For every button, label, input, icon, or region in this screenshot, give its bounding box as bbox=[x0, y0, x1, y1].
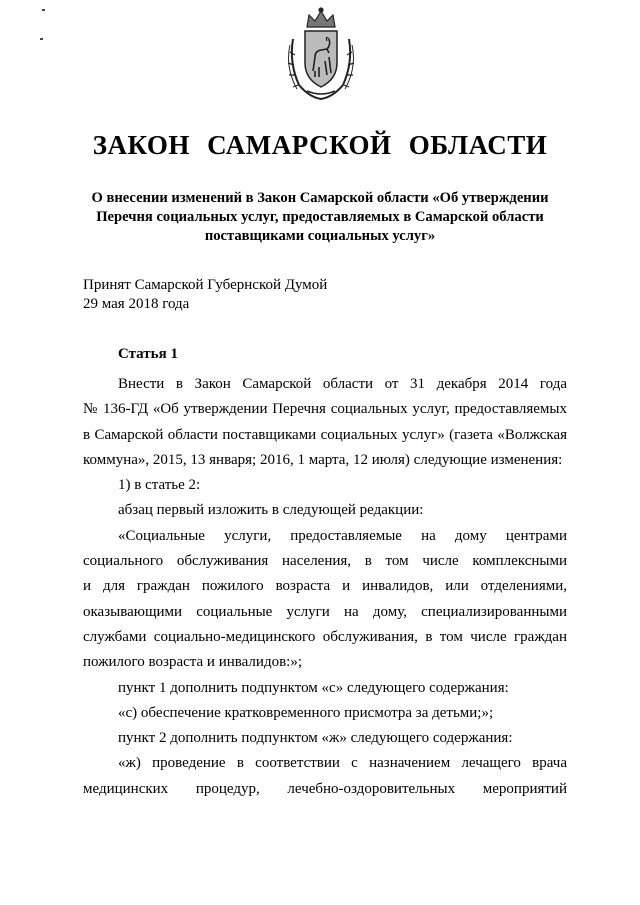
scan-artifact bbox=[40, 38, 43, 40]
text-line: в Самарской области поставщиками социальных услуг» (газета «Волжская bbox=[83, 426, 567, 443]
article-body bbox=[83, 372, 567, 802]
text-line: оказывающими социальные услуги на дому, специализированными bbox=[83, 603, 567, 620]
paragraph: пункт 2 дополнить подпунктом «ж» следующего содержания: bbox=[118, 730, 513, 747]
subtitle-line: поставщиками социальных услуг» bbox=[204, 228, 436, 244]
text-line: службами социально-медицинского обслуживания, в том числе граждан bbox=[83, 628, 567, 645]
text-line: Внести в Закон Самарской области от 31 декабря 2014 года bbox=[118, 376, 567, 392]
paragraph: пункт 1 дополнить подпунктом «с» следующего содержания: bbox=[118, 679, 509, 696]
paragraph bbox=[83, 751, 567, 802]
subtitle-line: О внесении изменений в Закон Самарской области «Об утверждении bbox=[91, 190, 549, 206]
text-line: медицинских процедур, лечебно-оздоровительных мероприятий bbox=[83, 780, 567, 797]
paragraph: абзац первый изложить в следующей редакции: bbox=[118, 502, 424, 519]
text-line: «Социальные услуги, предоставляемые на дому центрами bbox=[118, 527, 567, 544]
paragraph bbox=[83, 524, 567, 676]
paragraph: 1) в статье 2: bbox=[118, 477, 201, 494]
adopted-date: 29 мая 2018 года bbox=[83, 296, 190, 312]
adoption-info bbox=[83, 276, 327, 314]
text-line: социального обслуживания населения, в том числе комплексными bbox=[83, 553, 567, 570]
document-title: ЗАКОН САМАРСКОЙ ОБЛАСТИ bbox=[92, 130, 548, 160]
article-heading: Статья 1 bbox=[118, 346, 178, 362]
text-line: № 136-ГД «Об утверждении Перечня социальных услуг, предоставляемых bbox=[83, 401, 567, 418]
subtitle-line: Перечня социальных услуг, предоставляемых в Самарской области bbox=[96, 209, 544, 225]
paragraph: «с) обеспечение кратковременного присмотра за детьми;»; bbox=[118, 704, 494, 721]
adopted-by: Принят Самарской Губернской Думой bbox=[83, 277, 328, 293]
law-subtitle bbox=[60, 189, 580, 246]
samara-coat-of-arms-icon bbox=[285, 5, 357, 103]
text-line: «ж) проведение в соответствии с назначением лечащего врача bbox=[118, 755, 567, 772]
paragraph bbox=[83, 372, 567, 473]
text-line: и для граждан пожилого возраста и инвалидов, или отделениями, bbox=[83, 578, 567, 595]
text-line: коммуна», 2015, 13 января; 2016, 1 марта, 12 июля) следующие изменения: bbox=[83, 451, 563, 468]
text-line: пожилого возраста и инвалидов:»; bbox=[83, 654, 302, 671]
scan-artifact bbox=[42, 9, 45, 11]
